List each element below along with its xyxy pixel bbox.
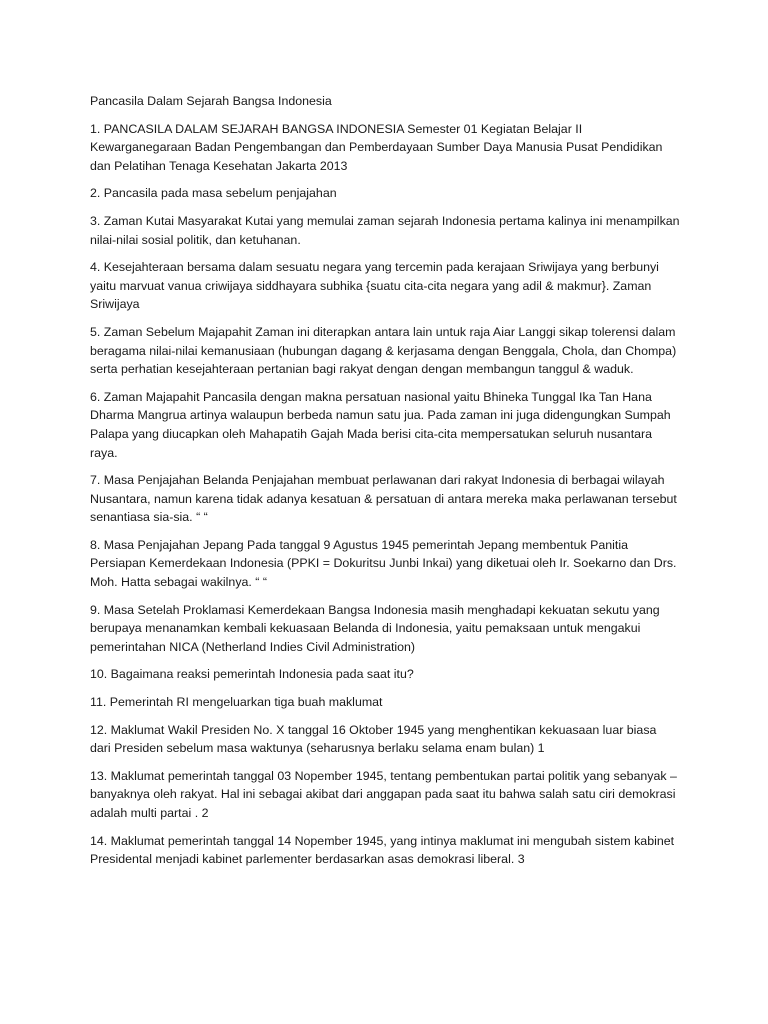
- paragraph-3: 3. Zaman Kutai Masyarakat Kutai yang memulai zaman sejarah Indonesia pertama kalinya ini menampilkan nilai-nilai sosial politik, dan ketuhanan.: [90, 213, 680, 247]
- paragraph-13: 13. Maklumat pemerintah tanggal 03 Nopember 1945, tentang pembentukan partai politik yang sebanyak –banyaknya oleh rakyat. Hal ini sebagai akibat dari anggapan pada saat itu bahwa salah satu ciri demokrasi adalah multi partai . 2: [90, 768, 677, 820]
- document-title: Pancasila Dalam Sejarah Bangsa Indonesia: [90, 94, 332, 108]
- paragraph-7: 7. Masa Penjajahan Belanda Penjajahan membuat perlawanan dari rakyat Indonesia di berbagai wilayah Nusantara, namun karena tidak adanya kesatuan & persatuan di antara mereka maka perlawanan tersebut senantiasa sia-sia. “ “: [90, 473, 677, 525]
- paragraph-12: 12. Maklumat Wakil Presiden No. X tanggal 16 Oktober 1945 yang menghentikan kekuasaan luar biasa dari Presiden sebelum masa waktunya (seharusnya berlaku selama enam bulan) 1: [90, 722, 657, 756]
- paragraph-5: 5. Zaman Sebelum Majapahit Zaman ini diterapkan antara lain untuk raja Aiar Langgi sikap tolerensi dalam beragama nilai-nilai kemanusiaan (hubungan dagang & kerjasama dengan Benggala, Chola, dan Chompa) serta perhatian kesejahteraan pertanian bagi rakyat dengan dengan membangun tanggul & waduk.: [90, 324, 677, 377]
- paragraph-9: 9. Masa Setelah Proklamasi Kemerdekaan Bangsa Indonesia masih menghadapi kekuatan sekutu yang berupaya menanamkan kembali kekuasaan Belanda di Indonesia, yaitu pemaksaan untuk mengakui pemerintahan NICA (Netherland Indies Civil Administration): [90, 602, 660, 654]
- paragraph-2: 2. Pancasila pada masa sebelum penjajahan: [90, 186, 337, 201]
- paragraph-14: 14. Maklumat pemerintah tanggal 14 Nopember 1945, yang intinya maklumat ini mengubah sistem kabinet Presidental menjadi kabinet parlementer berdasarkan asas demokrasi liberal. 3: [90, 833, 675, 867]
- paragraph-10: 10. Bagaimana reaksi pemerintah Indonesia pada saat itu?: [90, 667, 414, 682]
- paragraph-1: 1. PANCASILA DALAM SEJARAH BANGSA INDONESIA Semester 01 Kegiatan Belajar II Kewarganegaraan Badan Pengembangan dan Pemberdayaan Sumber Daya Manusia Pusat Pendidikan dan Pelatihan Tenaga Kesehatan Jakarta 2013: [90, 121, 663, 173]
- paragraph-4: 4. Kesejahteraan bersama dalam sesuatu negara yang tercemin pada kerajaan Sriwijaya yang berbunyi yaitu marvuat vanua criwijaya siddhayara subhika {suatu cita-cita negara yang adil & makmur}. Zaman Sriwijaya: [90, 260, 659, 312]
- document-page: [90, 92, 680, 878]
- paragraph-6: 6. Zaman Majapahit Pancasila dengan makna persatuan nasional yaitu Bhineka Tunggal Ika Tan Hana Dharma Mangrua artinya walaupun berbeda namun satu jua. Pada zaman ini juga didengungkan Sumpah Palapa yang diucapkan oleh Mahapatih Gajah Mada berisi cita-cita mempersatukan seluruh nusantara raya.: [90, 389, 671, 460]
- paragraph-11: 11. Pemerintah RI mengeluarkan tiga buah maklumat: [90, 695, 383, 710]
- paragraph-8: 8. Masa Penjajahan Jepang Pada tanggal 9 Agustus 1945 pemerintah Jepang membentuk Panitia Persiapan Kemerdekaan Indonesia (PPKI = Dokuritsu Junbi Inkai) yang diketuai oleh Ir. Soekarno dan Drs. Moh. Hatta sebagai wakilnya. “ “: [90, 537, 677, 590]
